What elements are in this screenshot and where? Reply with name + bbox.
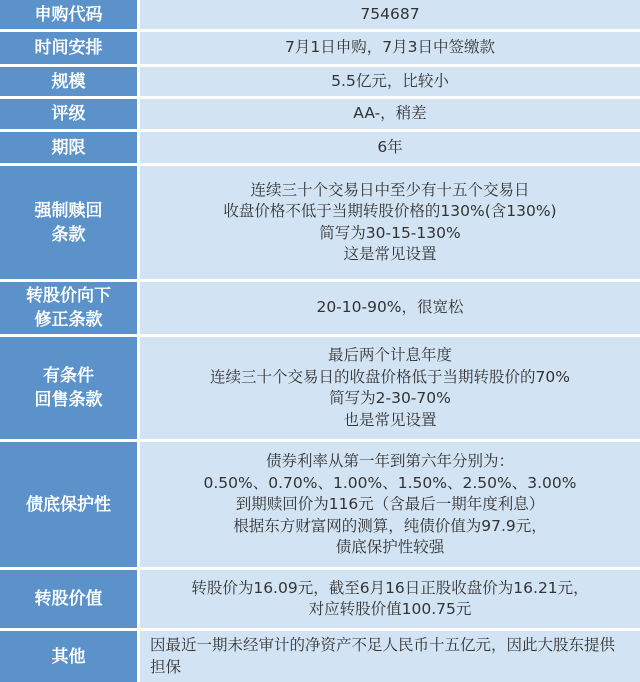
value-line: 债券利率从第一年到第六年分别为： xyxy=(265,452,514,471)
row-value xyxy=(140,132,640,167)
row-value xyxy=(140,32,640,67)
row-label xyxy=(0,67,140,99)
row-label xyxy=(0,337,140,443)
row-label xyxy=(0,166,140,282)
table-row xyxy=(0,99,640,131)
row-label xyxy=(0,132,140,167)
table-row xyxy=(0,337,640,443)
table-row xyxy=(0,132,640,167)
value-line: 20-10-90%，很宽松 xyxy=(316,298,464,317)
label-line: 回售条款 xyxy=(34,390,103,411)
value-line: 7月1日申购，7月3日中签缴款 xyxy=(285,38,495,57)
row-label xyxy=(0,99,140,131)
table-row xyxy=(0,166,640,282)
table-row xyxy=(0,67,640,99)
table-row xyxy=(0,442,640,570)
label-line: 转股价值 xyxy=(34,589,103,610)
label-line: 其他 xyxy=(51,646,86,667)
value-line: 5.5亿元，比较小 xyxy=(331,71,449,90)
value-line: AA-，稍差 xyxy=(353,104,427,123)
value-line: 连续三十个交易日的收盘价格低于当期转股价的70% xyxy=(210,367,570,386)
table-row xyxy=(0,282,640,337)
row-value xyxy=(140,99,640,131)
value-line: 简写为2-30-70% xyxy=(329,389,451,408)
row-value xyxy=(140,282,640,337)
label-line: 强制赎回 xyxy=(34,200,103,221)
table-row xyxy=(0,32,640,67)
row-value xyxy=(140,631,640,682)
value-line: 债底保护性较强 xyxy=(335,538,445,557)
label-line: 转股价向下 xyxy=(26,285,111,306)
value-line: 这是常见设置 xyxy=(343,245,437,264)
label-line: 评级 xyxy=(51,104,86,125)
value-line: 0.50%、0.70%、1.00%、1.50%、2.50%、3.00% xyxy=(203,473,577,492)
value-line: 对应转股价值100.75元 xyxy=(308,600,472,619)
row-value xyxy=(140,570,640,631)
label-line: 时间安排 xyxy=(34,38,103,59)
label-line: 规模 xyxy=(51,71,86,92)
row-value xyxy=(140,67,640,99)
value-line: 因最近一期未经审计的净资产不足人民币十五亿元，因此大股东提供担保 xyxy=(150,636,616,676)
table-row xyxy=(0,570,640,631)
label-line: 债底保护性 xyxy=(26,494,111,515)
value-line: 根据东方财富网的测算，纯债价值为97.9元， xyxy=(233,516,547,535)
value-line: 转股价为16.09元，截至6月16日正股收盘价为16.21元， xyxy=(191,578,589,597)
row-value xyxy=(140,166,640,282)
value-line: 收盘价格不低于当期转股价格的130%(含130%) xyxy=(223,202,557,221)
value-line: 754687 xyxy=(360,4,420,23)
value-line: 到期赎回价为116元（含最后一期年度利息） xyxy=(235,495,545,514)
row-value xyxy=(140,0,640,32)
row-label xyxy=(0,0,140,32)
label-line: 有条件 xyxy=(43,366,94,387)
table-row xyxy=(0,631,640,682)
label-line: 期限 xyxy=(51,137,86,158)
row-value xyxy=(140,337,640,443)
label-line: 修正条款 xyxy=(34,309,103,330)
table-row xyxy=(0,0,640,32)
value-line: 6年 xyxy=(377,137,403,156)
value-line: 简写为30-15-130% xyxy=(319,223,461,242)
row-label xyxy=(0,631,140,682)
value-line: 也是常见设置 xyxy=(343,410,437,429)
value-line: 最后两个计息年度 xyxy=(327,346,452,365)
value-line: 连续三十个交易日中至少有十五个交易日 xyxy=(250,180,530,199)
label-line: 申购代码 xyxy=(34,4,103,25)
row-label xyxy=(0,282,140,337)
row-value xyxy=(140,442,640,570)
row-label xyxy=(0,570,140,631)
label-line: 条款 xyxy=(51,224,86,245)
row-label xyxy=(0,442,140,570)
row-label xyxy=(0,32,140,67)
